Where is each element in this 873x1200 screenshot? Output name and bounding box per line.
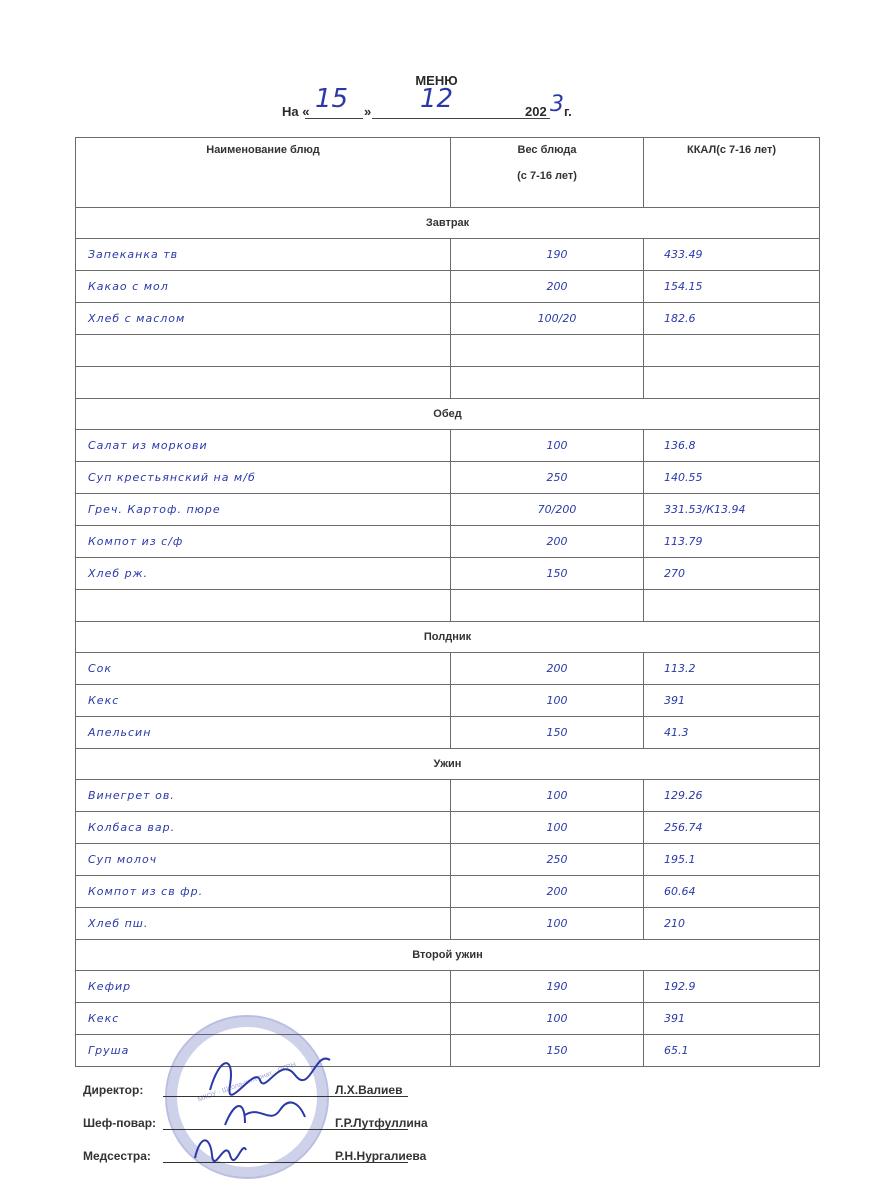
- table-row: [76, 844, 820, 876]
- col-header-weight: [451, 138, 644, 208]
- table-row: [76, 780, 820, 812]
- date-month: 12: [420, 84, 454, 114]
- dish-kcal: 331.53/К13.94: [644, 494, 820, 526]
- day-underline: [305, 118, 363, 119]
- table-row: [76, 367, 820, 399]
- section-title: Завтрак: [76, 208, 820, 239]
- dish-kcal: 113.79: [644, 526, 820, 558]
- dish-name: Греч. Картоф. пюре: [76, 494, 451, 526]
- dish-name: Хлеб пш.: [76, 908, 451, 940]
- dish-kcal: 140.55: [644, 462, 820, 494]
- table-row: [76, 558, 820, 590]
- col-header-weight-sub: (с 7-16 лет): [517, 170, 577, 182]
- dish-weight: 150: [451, 558, 644, 590]
- menu-table: [75, 137, 820, 1067]
- dish-kcal: 256.74: [644, 812, 820, 844]
- dish-weight: [451, 367, 644, 399]
- table-header-row: [76, 138, 820, 208]
- dish-weight: [451, 590, 644, 622]
- dish-name: Сок: [76, 653, 451, 685]
- table-row: [76, 717, 820, 749]
- dish-kcal: 391: [644, 685, 820, 717]
- dish-name: Суп молоч: [76, 844, 451, 876]
- table-row: [76, 908, 820, 940]
- signature-row-director: [83, 1083, 583, 1101]
- dish-kcal: 65.1: [644, 1035, 820, 1067]
- dish-kcal: 113.2: [644, 653, 820, 685]
- dish-kcal: 270: [644, 558, 820, 590]
- signature-role: Шеф-повар:: [83, 1116, 157, 1130]
- dish-name: [76, 335, 451, 367]
- dish-weight: 100: [451, 780, 644, 812]
- dish-kcal: 391: [644, 1003, 820, 1035]
- dish-weight: 100: [451, 430, 644, 462]
- dish-weight: 100: [451, 685, 644, 717]
- dish-kcal: 195.1: [644, 844, 820, 876]
- table-row: [76, 653, 820, 685]
- dish-kcal: 154.15: [644, 271, 820, 303]
- signature-name: Г.Р.Лутфуллина: [335, 1116, 428, 1130]
- dish-kcal: 192.9: [644, 971, 820, 1003]
- dish-weight: 100/20: [451, 303, 644, 335]
- dish-weight: 100: [451, 908, 644, 940]
- dish-weight: 190: [451, 971, 644, 1003]
- dish-name: Колбаса вар.: [76, 812, 451, 844]
- dish-weight: 200: [451, 526, 644, 558]
- dish-name: Кекс: [76, 685, 451, 717]
- document-title: МЕНЮ: [415, 73, 458, 88]
- dish-name: [76, 367, 451, 399]
- table-row: [76, 812, 820, 844]
- dish-kcal: [644, 367, 820, 399]
- section-row: [76, 399, 820, 430]
- date-day: 15: [315, 84, 349, 114]
- dish-weight: 200: [451, 271, 644, 303]
- dish-name: Кекс: [76, 1003, 451, 1035]
- dish-weight: [451, 335, 644, 367]
- col-header-kcal: ККАЛ(с 7-16 лет): [644, 138, 820, 208]
- dish-name: Кефир: [76, 971, 451, 1003]
- date-prefix: На «: [282, 104, 310, 119]
- table-row: [76, 971, 820, 1003]
- dish-name: Апельсин: [76, 717, 451, 749]
- dish-kcal: [644, 335, 820, 367]
- signature-row-nurse: [83, 1149, 583, 1167]
- dish-weight: 150: [451, 717, 644, 749]
- date-line: [0, 84, 873, 124]
- stamp-inner-text: МКОУ · Школа-интернат · ОГРН: [196, 1061, 298, 1104]
- table-row: [76, 494, 820, 526]
- col-header-weight-label: Вес блюда: [517, 144, 577, 156]
- dish-kcal: [644, 590, 820, 622]
- dish-weight: 200: [451, 653, 644, 685]
- dish-name: Запеканка тв: [76, 239, 451, 271]
- signature-row-chef: [83, 1116, 583, 1134]
- table-row: [76, 271, 820, 303]
- dish-name: Какао с мол: [76, 271, 451, 303]
- dish-kcal: 129.26: [644, 780, 820, 812]
- dish-name: Груша: [76, 1035, 451, 1067]
- section-row: [76, 940, 820, 971]
- date-mid: »: [364, 104, 372, 119]
- dish-weight: 150: [451, 1035, 644, 1067]
- dish-name: Салат из моркови: [76, 430, 451, 462]
- table-row: [76, 590, 820, 622]
- signature-role: Медсестра:: [83, 1149, 151, 1163]
- section-title: Обед: [76, 399, 820, 430]
- dish-weight: 250: [451, 844, 644, 876]
- dish-weight: 70/200: [451, 494, 644, 526]
- table-row: [76, 303, 820, 335]
- dish-name: Хлеб с маслом: [76, 303, 451, 335]
- table-row: [76, 876, 820, 908]
- dish-name: Компот из с/ф: [76, 526, 451, 558]
- col-header-name: Наименование блюд: [76, 138, 451, 208]
- table-row: [76, 1003, 820, 1035]
- signature-name: Л.Х.Валиев: [335, 1083, 403, 1097]
- dish-name: Суп крестьянский на м/б: [76, 462, 451, 494]
- dish-weight: 100: [451, 1003, 644, 1035]
- year-digit: 3: [550, 92, 564, 117]
- table-row: [76, 462, 820, 494]
- section-row: [76, 749, 820, 780]
- section-title: Полдник: [76, 622, 820, 653]
- table-row: [76, 335, 820, 367]
- dish-kcal: 60.64: [644, 876, 820, 908]
- dish-weight: 250: [451, 462, 644, 494]
- dish-kcal: 41.3: [644, 717, 820, 749]
- dish-kcal: 433.49: [644, 239, 820, 271]
- dish-name: [76, 590, 451, 622]
- signature-role: Директор:: [83, 1083, 144, 1097]
- dish-weight: 190: [451, 239, 644, 271]
- table-row: [76, 526, 820, 558]
- signature-name: Р.Н.Нургалиева: [335, 1149, 427, 1163]
- section-row: [76, 622, 820, 653]
- table-row: [76, 685, 820, 717]
- year-prefix: 202: [525, 104, 547, 119]
- section-row: [76, 208, 820, 239]
- year-suffix: г.: [564, 104, 572, 119]
- dish-weight: 200: [451, 876, 644, 908]
- section-title: Ужин: [76, 749, 820, 780]
- month-underline: [372, 118, 550, 119]
- dish-kcal: 210: [644, 908, 820, 940]
- section-title: Второй ужин: [76, 940, 820, 971]
- dish-kcal: 136.8: [644, 430, 820, 462]
- dish-weight: 100: [451, 812, 644, 844]
- table-row: [76, 430, 820, 462]
- table-row: [76, 239, 820, 271]
- dish-name: Хлеб рж.: [76, 558, 451, 590]
- dish-name: Компот из св фр.: [76, 876, 451, 908]
- dish-kcal: 182.6: [644, 303, 820, 335]
- dish-name: Винегрет ов.: [76, 780, 451, 812]
